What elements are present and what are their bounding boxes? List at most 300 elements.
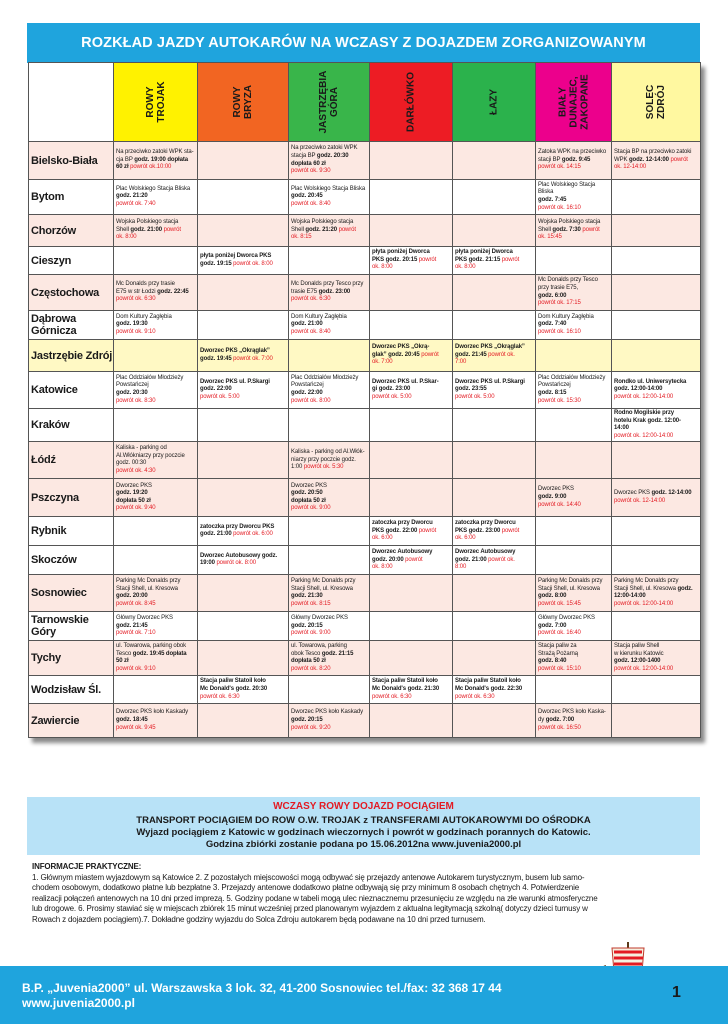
- cell-line: [455, 264, 534, 272]
- return-time: powrót ok. 12-14:00: [614, 497, 666, 504]
- table-row: [29, 612, 701, 641]
- cell-line: [455, 678, 534, 686]
- schedule-cell: [370, 479, 453, 517]
- cell-line: [538, 205, 610, 213]
- time-text: PKS godz. 23:00: [455, 527, 501, 534]
- cell-line: [116, 193, 196, 201]
- cell-line: [116, 390, 196, 398]
- time-text: glak” godz. 20:45: [372, 351, 420, 358]
- cell-line: [200, 678, 287, 686]
- cell-line: Główny Dworzec PKS: [538, 614, 595, 621]
- cell-line: niarzy przy poczcie godz.: [291, 456, 356, 463]
- schedule-cell: [370, 180, 453, 215]
- schedule-cell: [289, 180, 370, 215]
- cell-line: Shell godz. 21:20 powrót: [291, 226, 356, 233]
- schedule-cell: [198, 142, 289, 180]
- return-time: powrót ok. 9:40: [116, 505, 156, 512]
- time-text: Stacja paliw Statoil koło: [372, 678, 438, 685]
- cell-line: [291, 658, 368, 666]
- cell-line: [455, 379, 534, 387]
- cell-line: Mc Donalds przy Tesco: [538, 277, 598, 284]
- cell-line: [372, 686, 451, 694]
- schedule-cell: [198, 442, 289, 479]
- time-text: zatoczka przy Dworcu PKS: [200, 523, 275, 530]
- cell-line: [116, 296, 196, 304]
- footer-bar: [0, 966, 728, 1024]
- cell-line: Stacji Shell, ul. Kresowa: [116, 585, 178, 592]
- schedule-cell: [453, 479, 536, 517]
- time-text: godz. 21:00: [130, 226, 162, 233]
- schedule-cell: [114, 340, 198, 372]
- cell-line: [200, 261, 287, 269]
- cell-line: obok Tesco godz. 21:15: [291, 650, 354, 657]
- schedule-cell: [453, 442, 536, 479]
- return-time: powrót: [418, 527, 437, 534]
- return-time: powrót ok. 9:00: [291, 505, 331, 512]
- return-time: powrót ok. 8:45: [116, 600, 156, 607]
- return-time: powrót ok. 5:30: [303, 464, 344, 471]
- cell-line: Stacja BP na przeciwko zatoki: [614, 149, 692, 156]
- return-time: powrót: [163, 226, 181, 233]
- schedule-cell: [453, 409, 536, 442]
- return-time: 7:00: [455, 359, 467, 366]
- cell-line: [372, 257, 451, 265]
- cell-line: [372, 394, 451, 402]
- return-time: powrót ok. 5:00: [200, 393, 240, 400]
- cell-line: [116, 717, 196, 725]
- time-text: PKS godz. 22:00: [372, 527, 418, 534]
- table-row: [29, 180, 701, 215]
- return-time: powrót ok.10:00: [130, 164, 172, 171]
- cell-line: Główny Dworzec PKS: [291, 614, 348, 621]
- cell-line: przy trasie E75,: [538, 284, 579, 291]
- cell-line: [372, 359, 451, 367]
- column-header-label: ROWY TROJAK: [144, 81, 167, 123]
- cell-line: Parking Mc Donalds przy: [614, 578, 679, 585]
- cell-line: [291, 717, 368, 725]
- city-name: Rybnik: [29, 517, 114, 546]
- return-time: ok. 6:00: [372, 535, 393, 542]
- time-text: godz. 12-14:00: [651, 490, 692, 497]
- time-text: godz. 7:00: [538, 622, 567, 629]
- schedule-cell: [612, 180, 701, 215]
- return-time: ok. 6:00: [455, 535, 476, 542]
- schedule-cell: [114, 546, 198, 575]
- table-row: [29, 546, 701, 575]
- time-text: godz. 8:40: [538, 658, 567, 665]
- rail-info-box: [27, 797, 700, 855]
- table-row: [29, 372, 701, 409]
- column-header: [370, 63, 453, 142]
- schedule-cell: [114, 641, 198, 676]
- cell-line: [291, 390, 368, 398]
- schedule-cell: [370, 409, 453, 442]
- schedule-cell: [536, 704, 612, 738]
- schedule-cell: [114, 517, 198, 546]
- schedule-cell: [453, 311, 536, 340]
- cell-line: [116, 498, 196, 506]
- schedule-cell: [453, 372, 536, 409]
- cell-line: [200, 694, 287, 702]
- schedule-cell: [198, 215, 289, 247]
- cell-line: Zatoka WPK na przeciwko: [538, 149, 607, 156]
- return-time: powrót ok. 7:10: [116, 630, 156, 637]
- return-time: powrót: [501, 527, 520, 534]
- table-row: [29, 215, 701, 247]
- time-text: godz. 21:15: [321, 650, 354, 657]
- column-header: [536, 63, 612, 142]
- schedule-cell: [289, 409, 370, 442]
- schedule-cell: [453, 546, 536, 575]
- cell-line: Plac Wolskiego Stacja: [538, 181, 596, 188]
- schedule-cell: [453, 612, 536, 641]
- time-text: Mc Donald's godz. 22:30: [455, 686, 523, 693]
- cell-line: [372, 386, 451, 394]
- time-text: godz. 7:00: [545, 717, 575, 724]
- time-text: godz. 18:45: [116, 717, 148, 724]
- schedule-cell: [370, 311, 453, 340]
- cell-line: [116, 725, 196, 733]
- cell-line: w kierunku Katowic: [614, 650, 664, 657]
- return-time: powrót ok. 9:00: [291, 630, 331, 637]
- cell-line: [455, 257, 534, 265]
- time-text: godz. 23:00: [318, 288, 351, 295]
- cell-line: [455, 564, 534, 572]
- time-text: zatoczka przy Dworcu: [372, 519, 433, 526]
- schedule-cell: [114, 479, 198, 517]
- cell-line: Stacja paliw za: [538, 643, 577, 650]
- city-name: Chorzów: [29, 215, 114, 247]
- cell-line: [116, 201, 196, 209]
- time-text: Dworzec PKS „Okrąglak”: [200, 347, 270, 354]
- cell-line: [291, 630, 368, 638]
- cell-line: [200, 379, 287, 387]
- time-text: PKS godz. 20:15: [372, 256, 418, 263]
- cell-line: [291, 593, 368, 601]
- cell-line: Wojska Polskiego stacja: [291, 219, 354, 226]
- schedule-cell: [198, 704, 289, 738]
- time-text: godz. 19:30: [116, 321, 148, 328]
- time-text: godz. 22:00: [200, 386, 232, 393]
- time-text: płyta poniżej Dworca PKS: [200, 252, 272, 259]
- time-text: Mc Donald's godz. 20:30: [200, 686, 268, 693]
- cell-line: Parking Mc Donalds przy: [116, 578, 181, 585]
- cell-line: [614, 433, 699, 441]
- cell-line: [200, 524, 287, 532]
- time-text: godz. 21:20: [305, 226, 337, 233]
- schedule-cell: [114, 215, 198, 247]
- return-time: powrót ok. 12:00-14:00: [614, 600, 674, 607]
- schedule-cell: [198, 612, 289, 641]
- time-text: godz. 20:45: [291, 193, 323, 200]
- schedule-cell: [453, 275, 536, 311]
- schedule-cell: [536, 215, 612, 247]
- column-header-label: DARŁÓWKO: [405, 72, 417, 132]
- column-header-label: JASTRZĘBIA GÓRA: [318, 70, 340, 134]
- schedule-cell: [536, 180, 612, 215]
- table-row: [29, 575, 701, 612]
- schedule-cell: [198, 372, 289, 409]
- schedule-cell: [612, 575, 701, 612]
- cell-line: [614, 593, 699, 601]
- cell-line: Al.Włókniarzy przy poczcie: [116, 452, 185, 459]
- cell-line: [200, 560, 287, 568]
- cell-line: [538, 234, 610, 242]
- schedule-cell: [289, 215, 370, 247]
- schedule-cell: [536, 340, 612, 372]
- rail-line-1: TRANSPORT POCIĄGIEM DO ROW O.W. TROJAK z TRANSFERAMI AUTOKAROWYMI DO OŚRODKA: [136, 815, 591, 826]
- cell-line: [538, 321, 610, 329]
- return-time: ok. 8:15: [291, 234, 312, 241]
- table-row: [29, 479, 701, 517]
- return-time: powrót ok. 12:00-14:00: [614, 393, 674, 400]
- cell-line: Kaliska - parking od: [116, 445, 167, 452]
- time-text: godz. 21:20: [116, 193, 148, 200]
- schedule-cell: [198, 517, 289, 546]
- time-text: godz. 7:30: [552, 226, 581, 233]
- return-time: 8:00: [455, 564, 467, 571]
- cell-line: [372, 264, 451, 272]
- schedule-cell: [612, 546, 701, 575]
- table-row: [29, 340, 701, 372]
- schedule-cell: [198, 340, 289, 372]
- return-time: powrót: [338, 226, 356, 233]
- cell-line: godz. 00:30: [116, 460, 147, 467]
- city-name: Bytom: [29, 180, 114, 215]
- time-text: godz. 7:45: [538, 197, 567, 203]
- cell-line: [116, 398, 196, 406]
- city-name: Częstochowa: [29, 275, 114, 311]
- time-text: godz. 20:00: [372, 556, 404, 563]
- cell-line: [116, 468, 196, 476]
- cell-line: [291, 329, 368, 337]
- cell-line: [116, 630, 196, 638]
- cell-line: Parking Mc Donalds przy: [291, 578, 356, 585]
- info-line: Rowach z dojazdem pociągiem).7. Dokładne godziny wyjazdu do Solca Zdroju autokarem będą podawane na 10 dni przed turnusem.: [32, 914, 486, 924]
- schedule-cell: [114, 142, 198, 180]
- return-time: powrót ok. 8:40: [291, 328, 331, 335]
- schedule-cell: [114, 676, 198, 704]
- city-name: Katowice: [29, 372, 114, 409]
- schedule-cell: [536, 372, 612, 409]
- cell-line: Dom Kultury Zagłębia: [538, 313, 594, 320]
- city-name: Sosnowiec: [29, 575, 114, 612]
- cell-line: [291, 601, 368, 609]
- return-time: powrót ok. 8:00: [216, 560, 256, 567]
- cell-line: [291, 193, 368, 201]
- cell-line: Mc Donalds przy trasie: [116, 281, 175, 288]
- cell-line: Plac Wolskiego Stacja Bliska: [291, 185, 366, 192]
- table-row: [29, 409, 701, 442]
- cell-line: [455, 359, 534, 367]
- time-text: godz. 22:45: [157, 288, 189, 295]
- time-text: godz. 7:40: [538, 321, 567, 328]
- city-name: Tarnowskie Góry: [29, 612, 114, 641]
- schedule-cell: [453, 517, 536, 546]
- cell-line: [200, 348, 287, 356]
- time-text: gi godz. 23:00: [372, 386, 411, 393]
- column-header: [612, 63, 701, 142]
- cell-line: Powstańczej: [291, 382, 324, 389]
- schedule-cell: [198, 641, 289, 676]
- cell-line: [200, 553, 287, 561]
- return-time: powrót ok. 5:00: [372, 393, 412, 400]
- schedule-cell: [612, 372, 701, 409]
- time-text: godz. 20:00: [116, 593, 148, 600]
- schedule-cell: [612, 641, 701, 676]
- time-text: godz. 12-14:00: [628, 156, 669, 163]
- table-row: [29, 275, 701, 311]
- cell-line: [116, 666, 196, 674]
- schedule-cell: [289, 275, 370, 311]
- cell-line: [372, 528, 451, 536]
- cell-line: Dworzec PKS: [538, 486, 574, 493]
- city-name: Wodzisław Śl.: [29, 676, 114, 704]
- time-text: godz. 19:45: [200, 355, 232, 362]
- return-time: powrót ok. 15:10: [538, 665, 581, 672]
- schedule-cell: [536, 247, 612, 275]
- cell-line: Kaliska - parking od Al.Włók-: [291, 448, 365, 455]
- schedule-cell: [114, 311, 198, 340]
- return-time: ok. 12-14:00: [614, 164, 647, 171]
- cell-line: [455, 686, 534, 694]
- schedule-cell: [453, 575, 536, 612]
- time-text: godz. 12:00-1400: [614, 658, 661, 665]
- cell-line: [291, 161, 368, 169]
- schedule-cell: [612, 676, 701, 704]
- cell-line: Na przeciwko zatoki WPK sta-: [116, 149, 194, 156]
- time-text: godz. 20:15: [291, 622, 323, 629]
- schedule-cell: [612, 517, 701, 546]
- cell-line: [291, 725, 368, 733]
- cell-line: Shell godz. 7:30 powrót: [538, 226, 600, 233]
- schedule-cell: [536, 575, 612, 612]
- cell-line: Dworzec PKS: [291, 482, 327, 489]
- time-text: godz. 21:00: [200, 531, 232, 538]
- cell-line: [116, 490, 196, 498]
- schedule-cell: [198, 575, 289, 612]
- table-row: [29, 442, 701, 479]
- return-time: powrót ok. 9:10: [116, 328, 156, 335]
- return-time: powrót: [421, 351, 439, 358]
- time-text: godz. 6:00: [538, 292, 567, 299]
- return-time: powrót ok. 16:10: [538, 328, 581, 335]
- return-time: powrót ok. 7:00: [233, 355, 273, 362]
- time-text: dopłata 60 zł: [291, 160, 326, 167]
- schedule-cell: [612, 142, 701, 180]
- cell-line: [116, 623, 196, 631]
- schedule-cell: [612, 409, 701, 442]
- schedule-cell: [370, 340, 453, 372]
- cell-line: [538, 630, 610, 638]
- time-text: 19:00: [200, 560, 215, 567]
- cell-line: [614, 418, 699, 426]
- cell-line: [372, 344, 451, 352]
- cell-line: [614, 386, 699, 394]
- time-text: Dworzec PKS „Okrą-: [372, 344, 430, 351]
- cell-line: ul. Towarowa, parking obok: [116, 643, 186, 650]
- time-text: godz. 22:00: [291, 390, 323, 396]
- schedule-cell: [612, 479, 701, 517]
- return-time: powrót ok. 9:20: [291, 724, 331, 731]
- return-time: ok. 8:00: [372, 264, 393, 271]
- city-name: Łódź: [29, 442, 114, 479]
- cell-line: [291, 505, 368, 513]
- cell-line: [372, 249, 451, 257]
- time-text: godz. 23:55: [455, 386, 487, 393]
- time-text: zatoczka przy Dworcu: [455, 519, 516, 526]
- cell-line: [291, 498, 368, 506]
- schedule-cell: [612, 442, 701, 479]
- cell-line: [538, 494, 610, 502]
- cell-line: [538, 623, 610, 631]
- cell-line: [200, 356, 287, 364]
- schedule-cell: [289, 142, 370, 180]
- return-time: powrót ok.: [488, 351, 515, 358]
- time-text: Dworzec PKS ul. P.Skargi: [200, 378, 270, 385]
- time-text: godz. 9:45: [561, 156, 591, 163]
- schedule-cell: [536, 641, 612, 676]
- schedule-table: [28, 62, 701, 738]
- schedule-cell: [289, 311, 370, 340]
- cell-line: [372, 352, 451, 360]
- schedule-cell: [370, 704, 453, 738]
- time-text: Mc Donald's godz. 21:30: [372, 686, 440, 693]
- cell-line: [455, 249, 534, 257]
- return-time: powrót: [418, 256, 437, 263]
- time-text: 14:00: [614, 425, 629, 432]
- cell-line: Stacji Shell, ul. Kresowa godz.: [614, 585, 693, 592]
- time-text: 50 zł: [116, 658, 129, 665]
- footer-website-link[interactable]: www.juvenia2000.pl: [22, 996, 135, 1010]
- cell-line: [538, 398, 610, 406]
- cell-line: Parking Mc Donalds przy: [538, 578, 603, 585]
- return-time: powrót ok.: [488, 556, 515, 563]
- time-text: Stacja paliw Statoil koło: [455, 678, 521, 685]
- schedule-cell: [453, 180, 536, 215]
- column-header: [198, 63, 289, 142]
- schedule-cell: [453, 215, 536, 247]
- schedule-cell: [114, 575, 198, 612]
- cell-line: [538, 666, 610, 674]
- cell-line: Stacji Shell, ul. Kresowa: [291, 585, 353, 592]
- schedule-cell: [612, 612, 701, 641]
- cell-line: Shell godz. 21:00 powrót: [116, 226, 181, 233]
- schedule-cell: [536, 676, 612, 704]
- cell-line: Wojska Polskiego stacja: [116, 219, 179, 226]
- schedule-cell: [114, 442, 198, 479]
- cell-line: [614, 425, 699, 433]
- return-time: powrót ok. 6:30: [116, 296, 156, 303]
- time-text: Dworzec Autobusowy: [455, 548, 516, 555]
- cell-line: Wojska Polskiego stacja: [538, 219, 601, 226]
- cell-line: [455, 386, 534, 394]
- time-text: Dworzec Autobusowy godz.: [200, 552, 278, 559]
- column-header: [289, 63, 370, 142]
- cell-line: [200, 531, 287, 539]
- cell-line: [116, 658, 196, 666]
- column-header-label: SOLEC ZDRÓJ: [645, 84, 667, 120]
- schedule-cell: [536, 142, 612, 180]
- schedule-cell: [370, 372, 453, 409]
- cell-line: [372, 678, 451, 686]
- time-text: Stacja paliw Statoil koło: [200, 678, 266, 685]
- schedule-cell: [198, 546, 289, 575]
- schedule-cell: [370, 676, 453, 704]
- city-name: Tychy: [29, 641, 114, 676]
- return-time: powrót ok. 8:00: [233, 260, 273, 267]
- time-text: Dworzec PKS ul. P.Skargi: [455, 378, 525, 385]
